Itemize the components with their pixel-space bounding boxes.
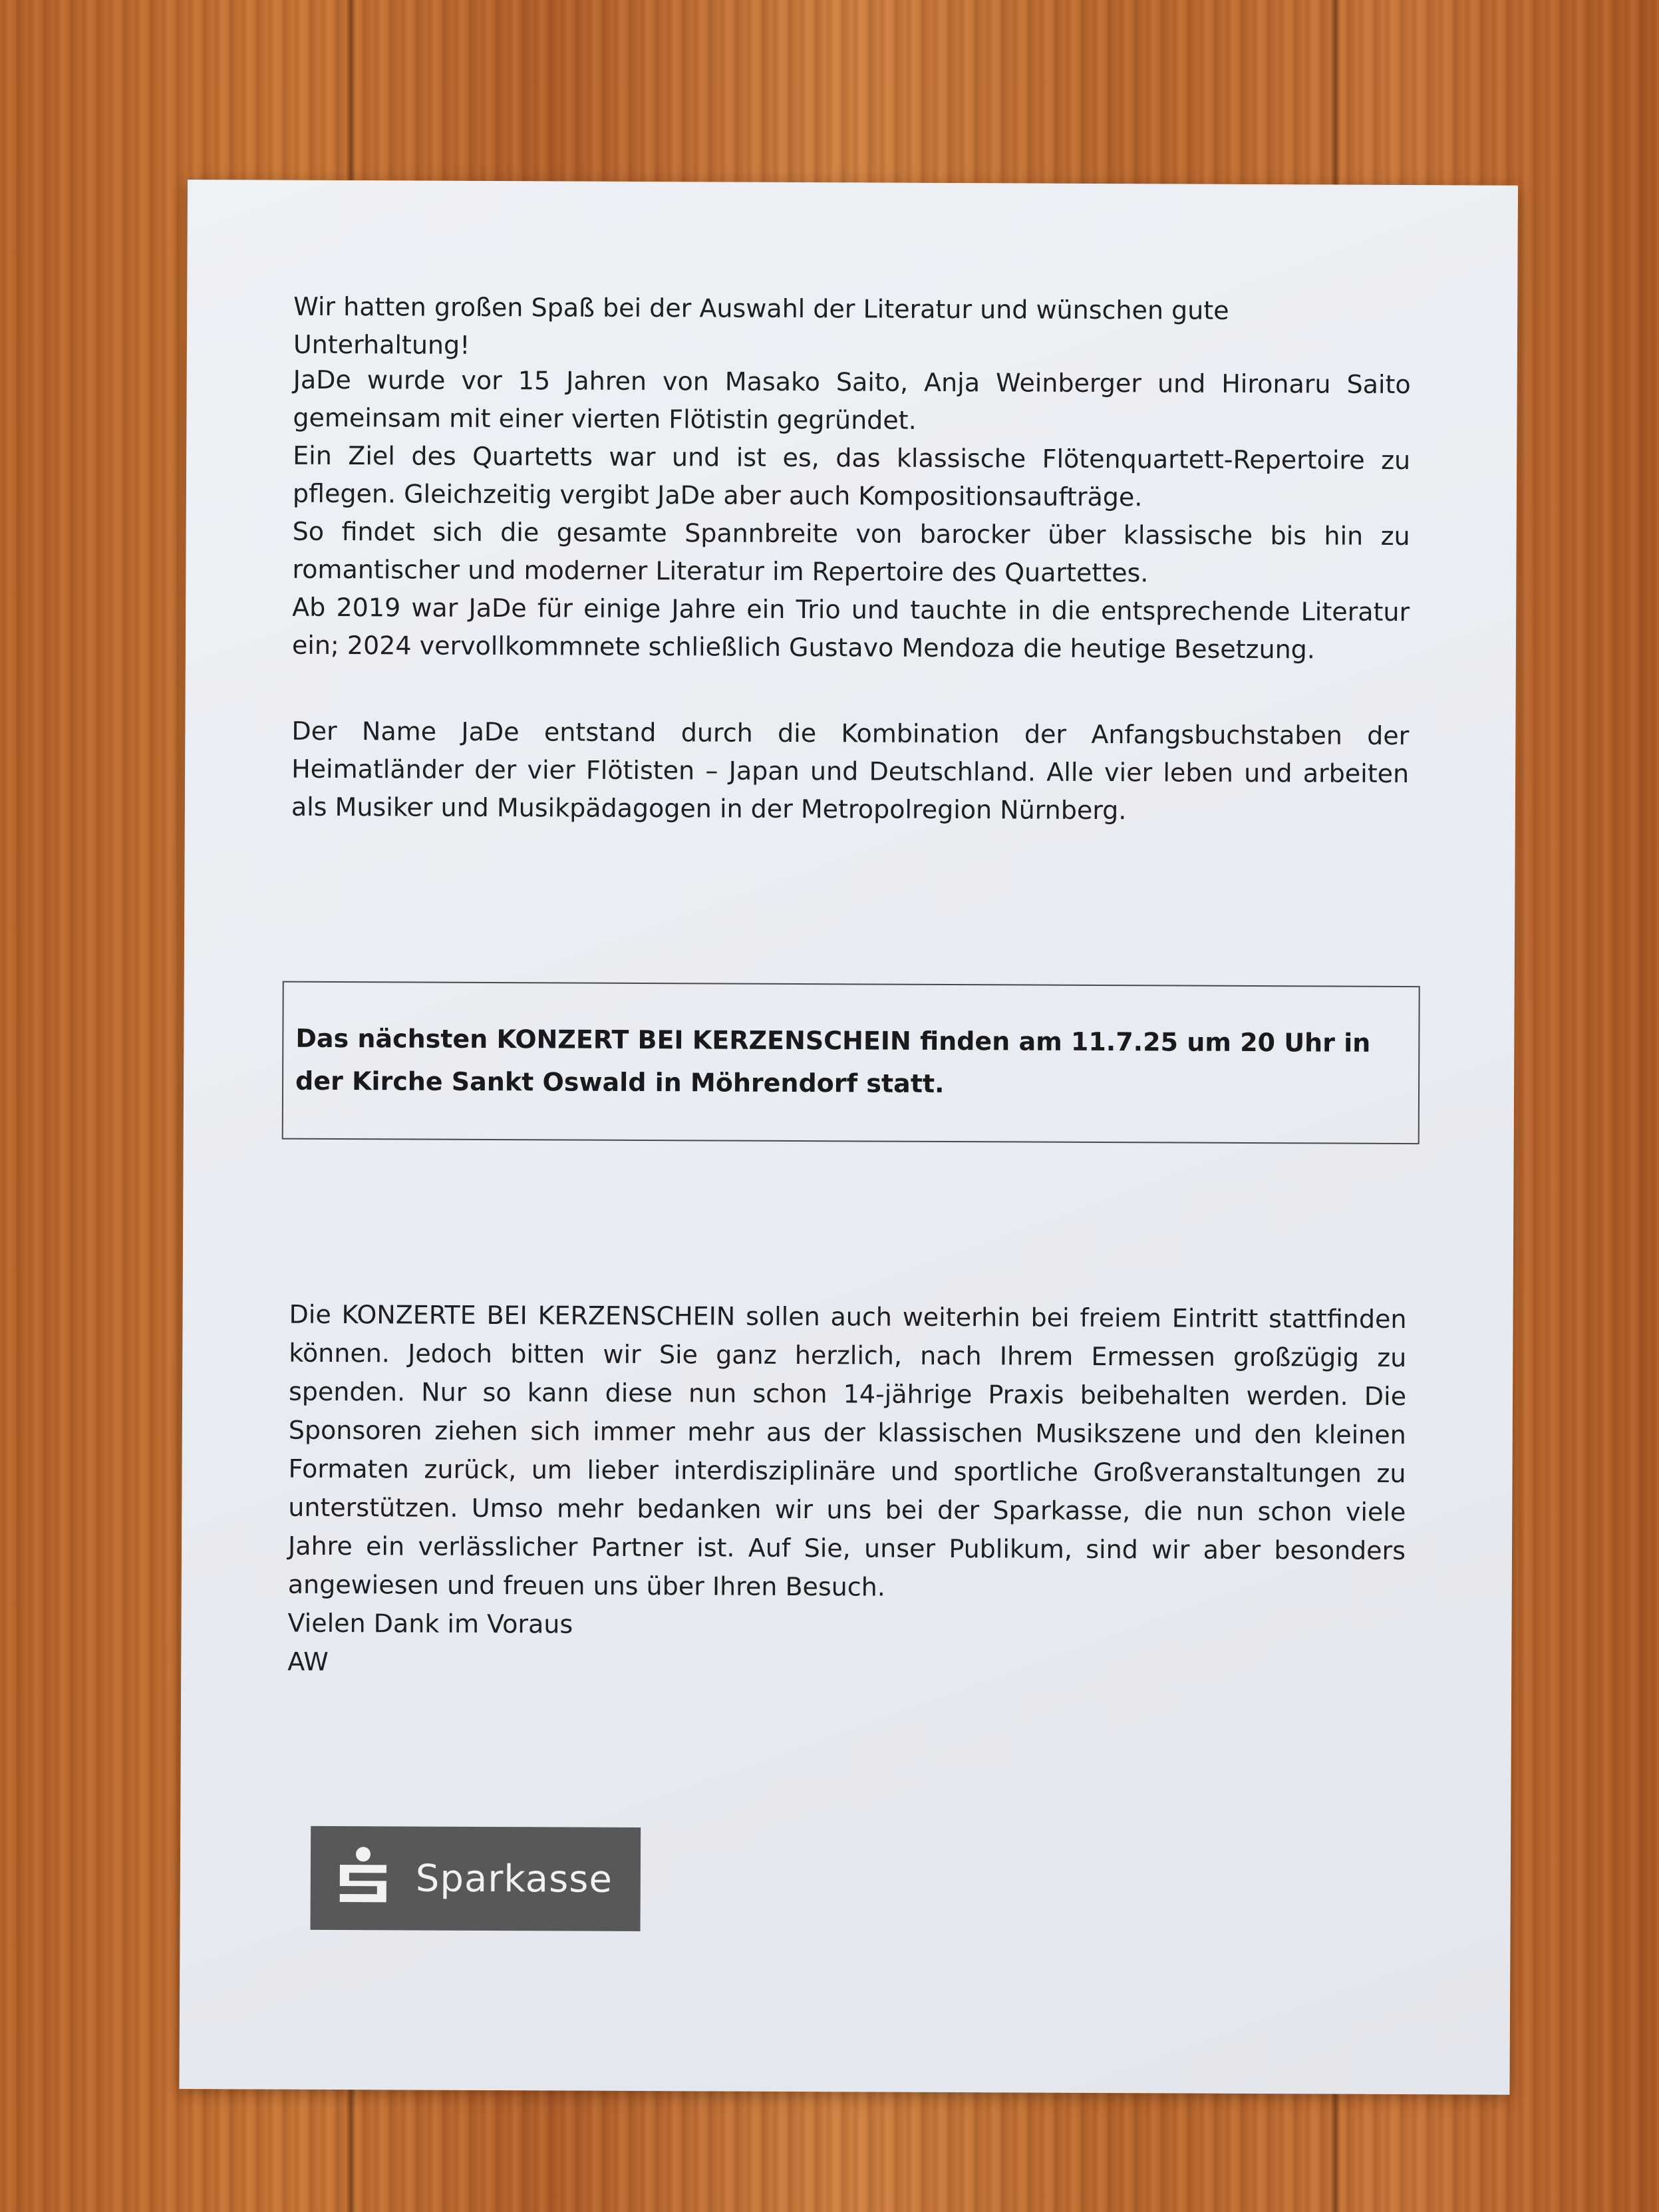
- history-line-goal: Ein Ziel des Quartetts war und ist es, das klassische Flötenquartett-Repertoire zu pflegen. Gleichzeitig vergibt JaDe aber auch Kompositionsaufträge.: [292, 440, 1411, 512]
- history-paragraph: [292, 361, 1411, 669]
- name-origin-text: Der Name JaDe entstand durch die Kombination der Anfangsbuchstaben der Heimatländer der vier Flötisten – Japan und Deutschland. Alle vier leben und arbeiten als Musiker und Musikpädagogen in der Metropolregion Nürnberg.: [291, 716, 1410, 826]
- history-line-repertoire: So findet sich die gesamte Spannbreite von barocker über klassische bis hin zu romantischer und moderner Literatur im Repertoire des Quartettes.: [292, 516, 1410, 588]
- history-line-founding: JaDe wurde vor 15 Jahren von Masako Saito, Anja Weinberger und Hironaru Saito gemeinsam mit einer vierten Flötistin gegründet.: [293, 365, 1411, 435]
- sparkasse-logo: [311, 1826, 641, 1931]
- sparkasse-wordmark: Sparkasse: [415, 1857, 613, 1901]
- closing-text: Vielen Dank im Voraus: [287, 1608, 573, 1639]
- flyer-sheet: [179, 180, 1518, 2095]
- sparkasse-s-icon: [333, 1846, 393, 1910]
- donation-paragraph: [287, 1295, 1407, 1686]
- next-concert-box: [282, 981, 1420, 1144]
- donation-text: Die KONZERTE BEI KERZENSCHEIN sollen auch weiterhin bei freiem Eintritt stattfinden können. Jedoch bitten wir Sie ganz herzlich, nach Ihrem Ermessen großzügig zu spenden. Nur so kann diese nun schon 14-jährige Praxis beibehalten werden. Die Sponsoren ziehen sich immer mehr aus der klassischen Musikszene und den kleinen Formaten zurück, um lieber interdisziplinäre und sportliche Großveranstaltungen zu unterstützen. Umso mehr bedanken wir uns bei der Sparkasse, die nun schon viele Jahre ein verlässlicher Partner ist. Auf Sie, unser Publikum, sind wir aber besonders angewiesen und freuen uns über Ihren Besuch.: [287, 1299, 1407, 1602]
- intro-text: Wir hatten großen Spaß bei der Auswahl der Literatur und wünschen gute Unterhaltung!: [293, 291, 1229, 360]
- intro-paragraph: [293, 288, 1411, 369]
- signature-text: AW: [287, 1647, 329, 1676]
- next-concert-text: Das nächsten KONZERT BEI KERZENSCHEIN finden am 11.7.25 um 20 Uhr in der Kirche Sankt Oswald in Möhrendorf statt.: [295, 1023, 1371, 1098]
- name-origin-paragraph: [291, 712, 1410, 831]
- history-line-trio: Ab 2019 war JaDe für einige Jahre ein Trio und tauchte in die entsprechende Literatur ein; 2024 vervollkommnete schließlich Gustavo Mendoza die heutige Besetzung.: [291, 592, 1410, 665]
